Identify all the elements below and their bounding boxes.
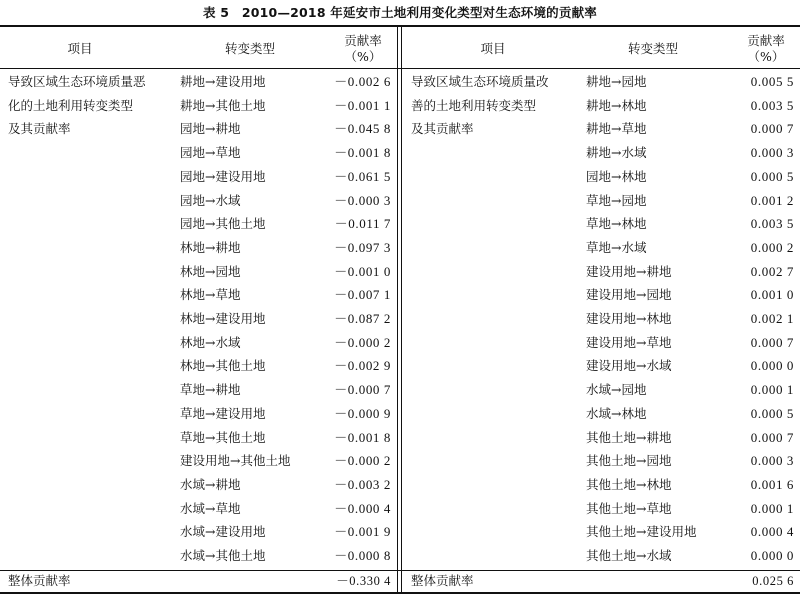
contribution-rate: 0.000 7 <box>750 121 794 137</box>
transition-type: 草地→水域 <box>586 239 647 255</box>
table-row <box>403 212 800 236</box>
table-row <box>0 70 396 94</box>
group-label-line: 及其贡献率 <box>8 121 71 137</box>
transition-type: 其他土地→林地 <box>586 476 672 492</box>
table-row <box>0 449 396 473</box>
contribution-rate: 0.000 7 <box>750 429 794 445</box>
transition-type: 其他土地→水域 <box>586 548 672 563</box>
contribution-rate: 0.000 0 <box>750 548 794 563</box>
table-row <box>403 473 800 497</box>
transition-type: 耕地→水域 <box>586 145 647 161</box>
contribution-rate: －0.001 1 <box>334 97 391 113</box>
transition-type: 其他土地→园地 <box>586 453 672 469</box>
table-row <box>0 354 396 378</box>
table-row <box>403 520 800 544</box>
transition-type: 其他土地→草地 <box>586 500 672 516</box>
transition-type: 其他土地→建设用地 <box>586 524 697 540</box>
transition-type: 园地→其他土地 <box>180 216 266 232</box>
transition-type: 建设用地→水域 <box>586 358 672 374</box>
table-row <box>0 212 396 236</box>
group-label-line: 导致区域生态环境质量改 <box>411 74 549 89</box>
table-row <box>0 402 396 426</box>
header-rate-line1: 贡献率 <box>747 33 785 48</box>
header-type: 转变类型 <box>224 41 275 56</box>
left-total-value: －0.330 4 <box>336 574 391 588</box>
contribution-rate: －0.002 6 <box>334 74 391 89</box>
left-half <box>0 28 396 593</box>
contribution-rate: 0.001 6 <box>750 476 794 492</box>
center-divider-right <box>401 26 402 592</box>
table-row <box>0 426 396 450</box>
transition-type: 林地→园地 <box>180 263 241 279</box>
table-row <box>0 94 396 118</box>
transition-type: 林地→耕地 <box>180 239 241 255</box>
contribution-rate: 0.000 1 <box>750 382 794 398</box>
top-rule <box>0 25 800 27</box>
contribution-rate: 0.000 3 <box>750 453 794 469</box>
table-row <box>403 497 800 521</box>
contribution-rate: －0.001 0 <box>334 263 391 279</box>
contribution-rate: －0.000 2 <box>334 453 391 469</box>
contribution-rate: －0.000 2 <box>334 334 391 350</box>
contribution-rate: 0.000 2 <box>750 239 794 255</box>
header-rate-line2: （%） <box>344 49 382 64</box>
contribution-rate: －0.000 3 <box>334 192 391 208</box>
transition-type: 水域→园地 <box>586 382 647 398</box>
table-row <box>403 426 800 450</box>
table-row <box>0 260 396 284</box>
contribution-rate: －0.000 7 <box>334 382 391 398</box>
contribution-rate: －0.007 1 <box>334 287 391 303</box>
group-label-line: 善的土地利用转变类型 <box>411 97 537 113</box>
contribution-rate: －0.061 5 <box>334 168 391 184</box>
left-header <box>0 28 396 68</box>
transition-type: 其他土地→耕地 <box>586 429 672 445</box>
contribution-rate: 0.000 7 <box>750 334 794 350</box>
table-row <box>0 117 396 141</box>
contribution-rate: 0.002 7 <box>750 263 794 279</box>
table-row <box>0 141 396 165</box>
table-row <box>403 354 800 378</box>
transition-type: 草地→园地 <box>586 192 647 208</box>
transition-type: 水域→草地 <box>180 500 241 516</box>
contribution-rate: －0.087 2 <box>334 311 391 326</box>
transition-type: 建设用地→林地 <box>586 311 672 326</box>
group-label-line: 化的土地利用转变类型 <box>8 97 134 113</box>
contribution-rate: 0.000 0 <box>750 358 794 374</box>
transition-type: 园地→建设用地 <box>180 168 266 184</box>
table-row <box>403 260 800 284</box>
contribution-rate: －0.001 8 <box>334 145 391 161</box>
transition-type: 耕地→建设用地 <box>180 74 266 89</box>
transition-type: 草地→耕地 <box>180 382 241 398</box>
right-total-label: 整体贡献率 <box>411 573 474 588</box>
contribution-rate: 0.000 1 <box>750 500 794 516</box>
table-row <box>0 473 396 497</box>
header-item: 项目 <box>67 41 93 56</box>
transition-type: 园地→草地 <box>180 145 241 161</box>
transition-type: 园地→水域 <box>180 192 241 208</box>
table-row <box>0 497 396 521</box>
transition-type: 林地→草地 <box>180 287 241 303</box>
transition-type: 草地→其他土地 <box>180 429 266 445</box>
transition-type: 草地→林地 <box>586 216 647 232</box>
contribution-rate: －0.002 9 <box>334 358 391 374</box>
contribution-rate: 0.001 0 <box>750 287 794 303</box>
contribution-rate: －0.045 8 <box>334 121 391 137</box>
center-divider-left <box>397 26 398 592</box>
transition-type: 建设用地→耕地 <box>586 263 672 279</box>
transition-type: 水域→建设用地 <box>180 524 266 540</box>
transition-type: 水域→耕地 <box>180 476 241 492</box>
header-rate-line2: （%） <box>747 49 785 64</box>
table-row <box>0 283 396 307</box>
transition-type: 水域→林地 <box>586 405 647 421</box>
table-row <box>403 307 800 331</box>
header-type: 转变类型 <box>627 41 678 56</box>
transition-type: 耕地→园地 <box>586 74 647 89</box>
transition-type: 耕地→林地 <box>586 97 647 113</box>
header-item: 项目 <box>480 41 506 56</box>
right-half <box>403 28 800 593</box>
table-row <box>403 402 800 426</box>
table-row <box>403 117 800 141</box>
transition-type: 耕地→草地 <box>586 121 647 137</box>
contribution-rate: 0.000 4 <box>750 524 794 540</box>
contribution-rate: 0.001 2 <box>750 192 794 208</box>
contribution-rate: －0.097 3 <box>334 239 391 255</box>
table-row <box>0 236 396 260</box>
transition-type: 建设用地→其他土地 <box>180 453 291 469</box>
transition-type: 草地→建设用地 <box>180 405 266 421</box>
contribution-rate: 0.000 5 <box>750 405 794 421</box>
table-row <box>0 165 396 189</box>
transition-type: 林地→其他土地 <box>180 358 266 374</box>
table-row <box>403 544 800 568</box>
contribution-rate: －0.000 9 <box>334 405 391 421</box>
table-row <box>403 70 800 94</box>
transition-type: 耕地→其他土地 <box>180 97 266 113</box>
table-title: 表 5 2010—2018 年延安市土地利用变化类型对生态环境的贡献率 <box>203 5 597 20</box>
right-header <box>403 28 800 68</box>
group-label-line: 导致区域生态环境质量恶 <box>8 74 146 89</box>
table-row <box>403 189 800 213</box>
table-row <box>403 236 800 260</box>
transition-type: 林地→水域 <box>180 334 241 350</box>
contribution-rate: －0.001 8 <box>334 429 391 445</box>
contribution-rate: －0.001 9 <box>334 524 391 540</box>
group-label-line: 及其贡献率 <box>411 121 474 137</box>
table-row <box>403 165 800 189</box>
contribution-rate: 0.000 5 <box>750 168 794 184</box>
table-row <box>0 544 396 568</box>
contribution-rate: 0.005 5 <box>750 74 794 89</box>
transition-type: 园地→耕地 <box>180 121 241 137</box>
contribution-rate: －0.000 4 <box>334 500 391 516</box>
transition-type: 园地→林地 <box>586 168 647 184</box>
contribution-rate: －0.003 2 <box>334 476 391 492</box>
left-total-label: 整体贡献率 <box>8 573 71 588</box>
contribution-rate: 0.002 1 <box>750 311 794 326</box>
table-row <box>0 378 396 402</box>
contribution-rate: －0.000 8 <box>334 548 391 563</box>
table-row <box>403 94 800 118</box>
table-row <box>0 331 396 355</box>
table-row <box>403 449 800 473</box>
transition-type: 林地→建设用地 <box>180 311 266 326</box>
table-row <box>0 307 396 331</box>
table-row <box>0 520 396 544</box>
transition-type: 水域→其他土地 <box>180 548 266 563</box>
transition-type: 建设用地→园地 <box>586 287 672 303</box>
transition-type: 建设用地→草地 <box>586 334 672 350</box>
header-rate-line1: 贡献率 <box>344 33 382 48</box>
table-row <box>403 283 800 307</box>
table-row <box>403 331 800 355</box>
right-total-value: 0.025 6 <box>752 574 794 588</box>
contribution-rate: －0.011 7 <box>334 216 391 232</box>
contribution-rate: 0.003 5 <box>750 216 794 232</box>
contribution-rate: 0.003 5 <box>750 97 794 113</box>
table-row <box>0 189 396 213</box>
table-row <box>403 141 800 165</box>
table-row <box>403 378 800 402</box>
contribution-rate: 0.000 3 <box>750 145 794 161</box>
